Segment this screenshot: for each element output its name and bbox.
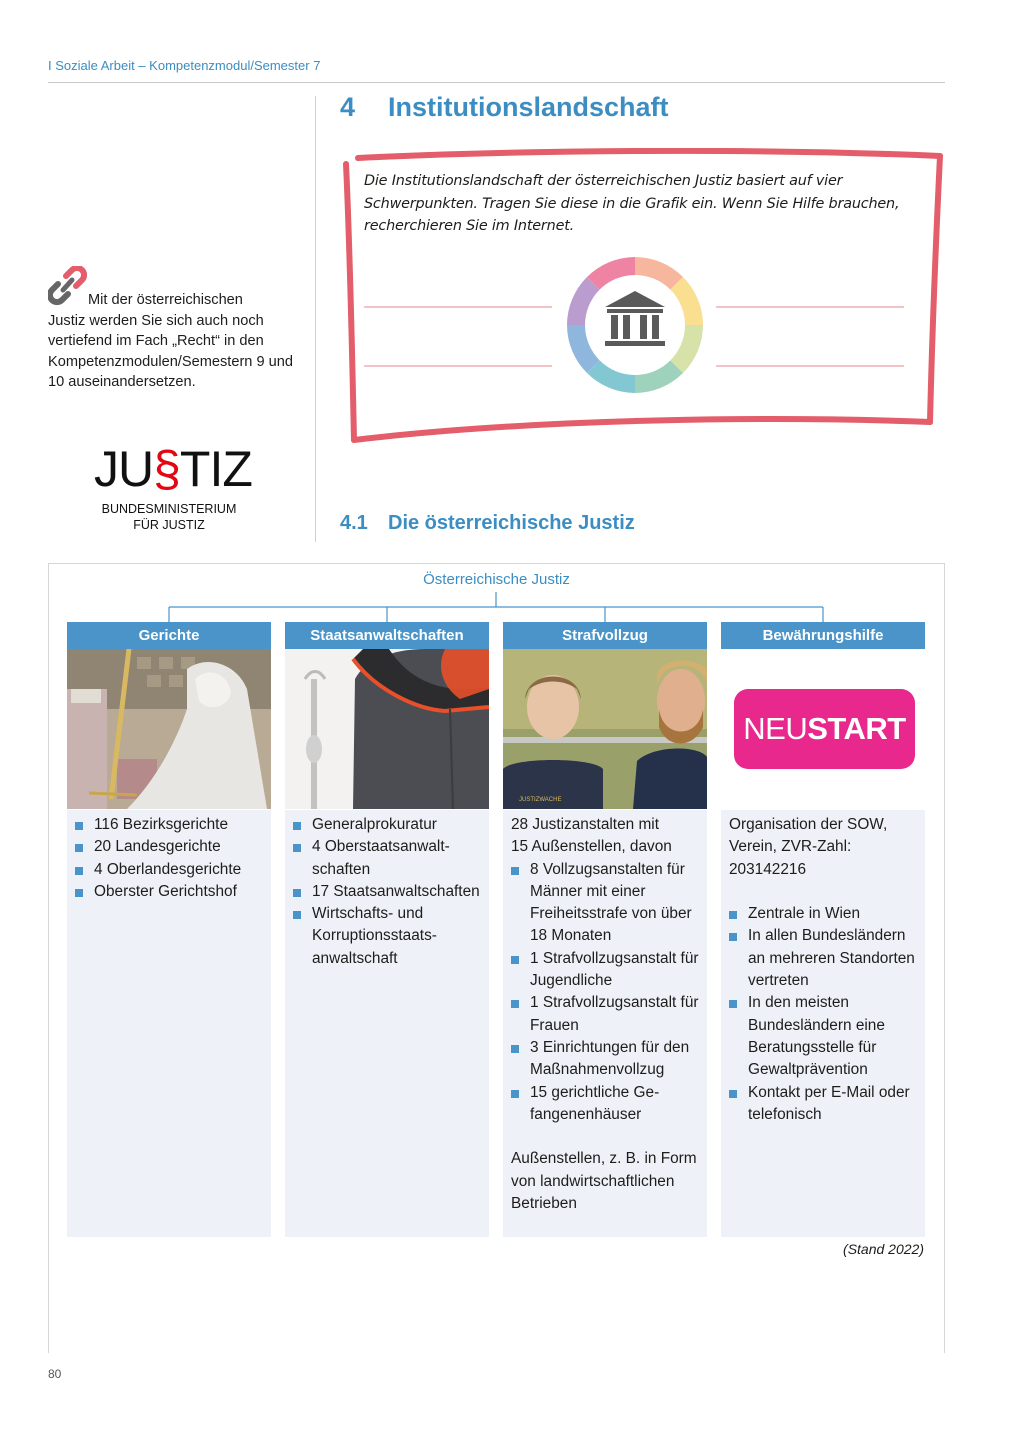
list-item: Wirtschafts- und Korruptionsstaatsanwaltschaft [293,903,483,970]
side-note [48,290,298,393]
staatsanwaltschaften-list [293,814,483,970]
running-head: I Soziale Arbeit – Kompetenzmodul/Semester 7 [48,58,321,73]
section-number: 4.1 [340,512,368,534]
neustart-logo-light: NEU [743,711,808,746]
list-item: 1 Strafvollzugsanstalt für Frauen [511,992,701,1037]
justiz-logo [94,440,252,535]
answer-line-bottom-left[interactable] [364,365,552,367]
stand-note: (Stand 2022) [843,1241,924,1257]
column-body-bewaehrungshilfe [721,810,925,1237]
bewaehrungshilfe-intro-1: Organisation der SOW, [729,816,888,833]
org-connector-lines [0,590,1018,624]
strafvollzug-intro-1: 28 Justizanstalten mit [511,816,659,833]
column-divider [315,96,316,542]
side-note-first-line: Mit der österreichischen [88,292,243,308]
strafvollzug-list [511,859,701,1127]
column-body-gerichte [67,810,271,1237]
chapter-number: 4 [340,92,356,122]
list-item: 4 Oberlandesgerichte [75,859,265,881]
logo-line-1: BUNDESMINISTERIUM [101,502,237,516]
column-header-gerichte: Gerichte [67,622,271,649]
list-item: 3 Einrichtungen für den Maßnahmenvollzug [511,1037,701,1082]
logo-wordmark: JU§TIZ [94,441,252,497]
column-header-strafvollzug: Strafvollzug [503,622,707,649]
side-note-text: Justiz werden Sie sich auch noch vertiefend im Fach „Recht“ in den Kompetenzmodulen/Semestern 9 und 10 auseinandersetzen. [48,312,294,391]
bewaehrungshilfe-list [729,903,919,1126]
list-item: In den meisten Bundesländern eine Beratungsstelle für Gewaltprävention [729,992,919,1081]
strafvollzug-intro-2: 15 Außenstellen, davon [511,838,672,856]
logo-line-2: FÜR JUSTIZ [133,518,205,532]
column-body-staatsanwaltschaften [285,810,489,1237]
bewaehrungshilfe-intro-2: Verein, ZVR-Zahl: [729,838,852,856]
chapter-title-text: Institutionslandschaft [388,92,669,122]
section-title-text: Die österreichische Justiz [388,512,635,534]
list-item: Oberster Gerichtshof [75,881,265,903]
list-item: Kontakt per E-Mail oder telefonisch [729,1082,919,1127]
prosecutor-robe-photo [285,649,489,809]
neustart-logo [721,649,925,809]
neustart-logo-bold: START [807,711,906,746]
paragraph-sign-icon: § [153,441,180,497]
answer-line-top-left[interactable] [364,306,552,308]
section-title [340,512,635,535]
strafvollzug-outro: Außenstellen, z. B. in Form von landwirtschaftlichen Betrieben [511,1150,697,1213]
list-item: 1 Strafvollzugsanstalt für Jugendliche [511,948,701,993]
list-item: Zentrale in Wien [729,903,919,925]
task-instructions: Die Institutionslandschaft der österreichischen Justiz basiert auf vier Schwerpunkten. Tragen Sie diese in die Grafik ein. Wenn Sie Hilfe brauchen, recherchieren Sie im Internet. [364,173,900,234]
svg-text:JUSTIZWACHE: JUSTIZWACHE [519,797,562,803]
justice-emblem [565,255,705,395]
statue-justitia-photo [67,649,271,809]
header-rule [48,82,945,83]
page-number: 80 [48,1367,62,1381]
list-item: 8 Vollzugsanstalten für Männer mit einer Freiheitsstrafe von über 18 Monaten [511,859,701,948]
list-item: 4 Oberstaatsanwaltschaften [293,836,483,881]
list-item: In allen Bundesländern an mehreren Standorten vertreten [729,925,919,992]
chapter-title [340,92,669,123]
list-item: 116 Bezirksgerichte [75,814,265,836]
bewaehrungshilfe-intro-3: 203142216 [729,860,807,878]
gerichte-list [75,814,265,903]
column-header-bewaehrungshilfe: Bewährungshilfe [721,622,925,649]
list-item: Generalprokuratur [293,814,483,836]
answer-line-top-right[interactable] [716,306,904,308]
prison-officers-photo [503,649,707,809]
list-item: 15 gerichtliche Gefangenenhäuser [511,1082,701,1127]
column-body-strafvollzug [503,810,707,1237]
answer-line-bottom-right[interactable] [716,365,904,367]
column-header-staatsanwaltschaften: Staatsanwaltschaften [285,622,489,649]
org-root-label: Österreichische Justiz [423,571,570,588]
list-item: 20 Landesgerichte [75,836,265,858]
list-item: 17 Staatsanwaltschaften [293,881,483,903]
